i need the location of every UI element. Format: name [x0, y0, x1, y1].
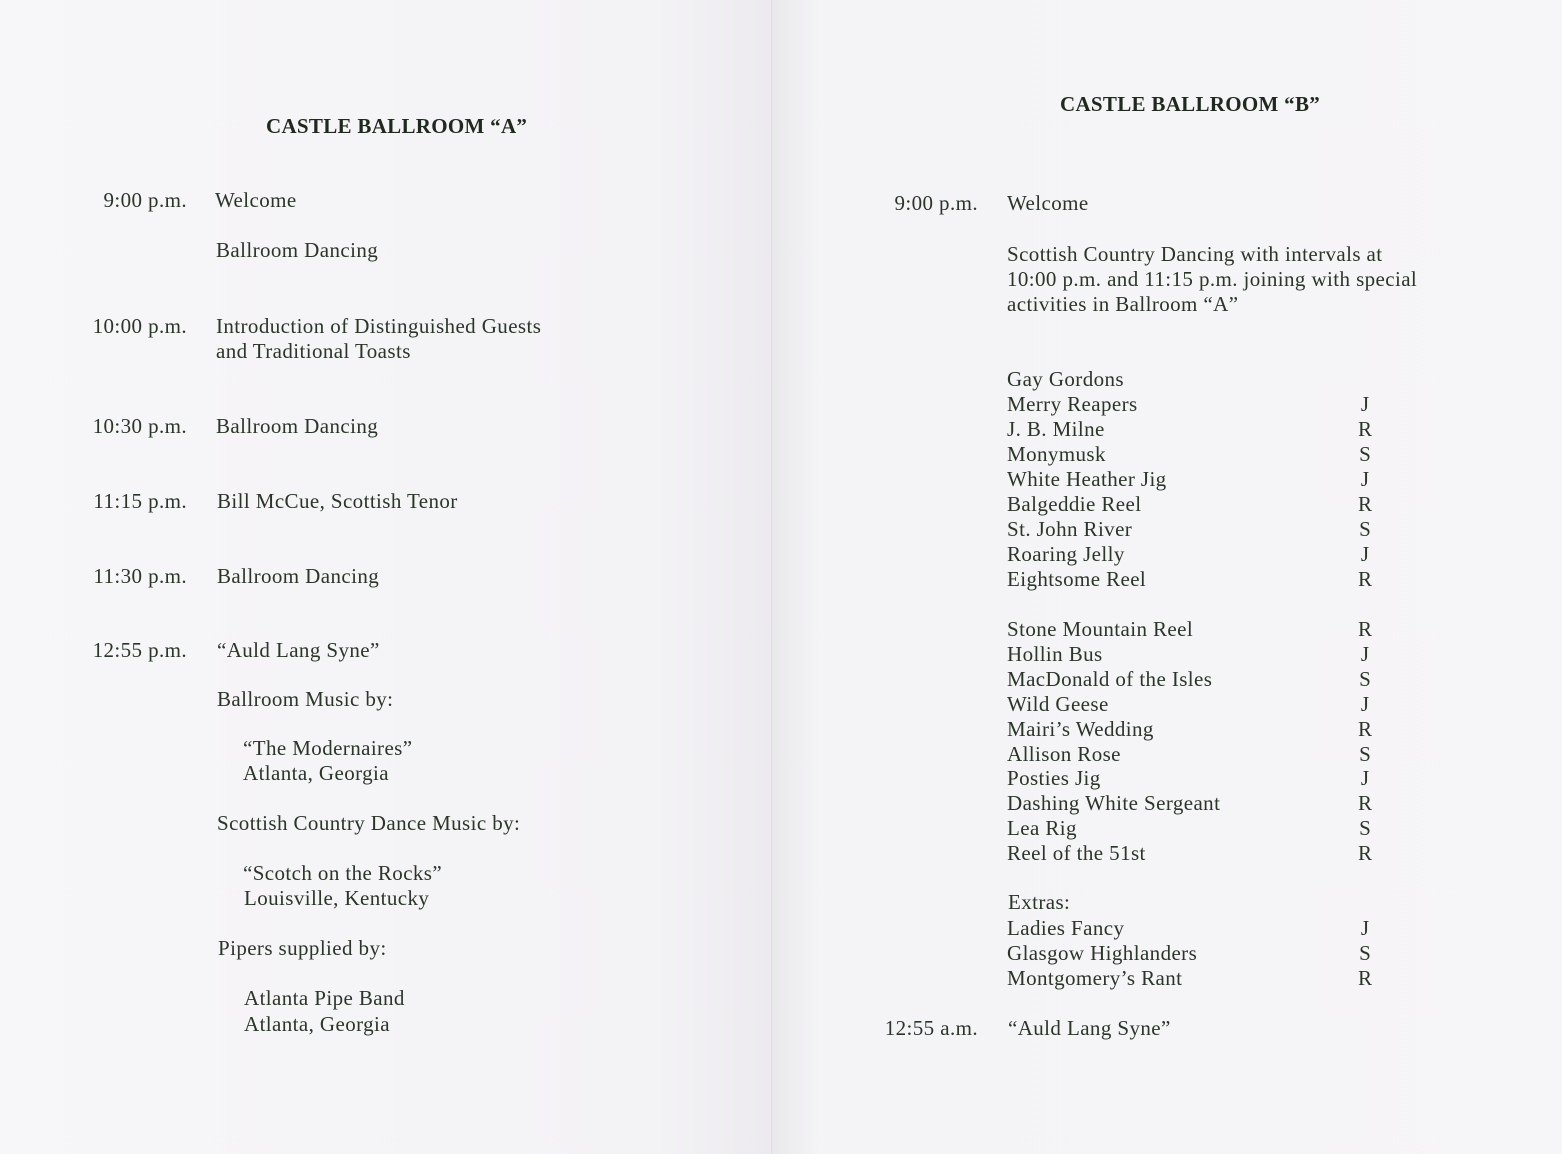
schedule-time: 11:15 p.m. — [93, 489, 187, 513]
dance-type: S — [1359, 816, 1371, 841]
schedule-time: 9:00 p.m. — [894, 191, 978, 215]
dance-name: Wild Geese — [1007, 691, 1109, 716]
dance-name: Stone Mountain Reel — [1007, 617, 1194, 641]
credit-location: Atlanta, Georgia — [244, 1012, 390, 1036]
dance-type: S — [1359, 666, 1371, 691]
intro-line: activities in Ballroom “A” — [1007, 292, 1239, 316]
credit-label: Scottish Country Dance Music by: — [217, 811, 521, 835]
dance-type: R — [1357, 417, 1372, 441]
schedule-event: Ballroom Dancing — [217, 564, 380, 588]
schedule-event: Welcome — [215, 188, 297, 212]
schedule-time: 11:30 p.m. — [93, 564, 187, 588]
extras-label: Extras: — [1008, 890, 1071, 914]
schedule-time: 10:00 p.m. — [92, 314, 187, 338]
credit-band: “Scotch on the Rocks” — [243, 861, 443, 885]
dance-name: Posties Jig — [1007, 766, 1101, 791]
dance-name: Allison Rose — [1007, 741, 1121, 766]
dance-name: Ladies Fancy — [1007, 916, 1125, 940]
schedule-time: 12:55 a.m. — [884, 1016, 978, 1040]
page-title: CASTLE BALLROOM “B” — [1060, 92, 1321, 116]
credit-location: Louisville, Kentucky — [244, 886, 430, 910]
dance-name: Lea Rig — [1007, 816, 1077, 841]
credit-location: Atlanta, Georgia — [243, 761, 389, 785]
dance-type: S — [1359, 517, 1371, 541]
credit-band: “The Modernaires” — [243, 736, 413, 760]
dance-type: R — [1357, 492, 1372, 516]
right-page — [772, 0, 1562, 1154]
dance-name: Gay Gordons — [1007, 367, 1124, 391]
credit-label: Pipers supplied by: — [218, 936, 387, 960]
dance-name: White Heather Jig — [1007, 467, 1167, 491]
schedule-event: Ballroom Dancing — [216, 238, 379, 262]
credit-label: Ballroom Music by: — [217, 687, 394, 711]
dance-name: Monymusk — [1007, 442, 1106, 466]
dance-type: J — [1360, 392, 1370, 416]
dance-type: J — [1360, 916, 1370, 940]
schedule-time: 12:55 p.m. — [92, 638, 187, 662]
dance-name: Montgomery’s Rant — [1007, 966, 1183, 990]
dance-type: S — [1359, 442, 1371, 466]
dance-type: R — [1357, 966, 1372, 990]
dance-name: Hollin Bus — [1007, 641, 1103, 666]
dance-type: R — [1357, 567, 1372, 591]
dance-name: Balgeddie Reel — [1007, 492, 1142, 516]
dance-name: Eightsome Reel — [1007, 567, 1147, 591]
left-page — [0, 0, 772, 1154]
intro-line: Scottish Country Dancing with intervals at — [1007, 242, 1383, 266]
schedule-time: 10:30 p.m. — [92, 414, 187, 438]
dance-type: J — [1360, 641, 1370, 666]
dance-name: Glasgow Highlanders — [1007, 941, 1198, 965]
dance-name: Merry Reapers — [1007, 392, 1138, 416]
dance-type: S — [1359, 741, 1371, 766]
credit-band: Atlanta Pipe Band — [244, 986, 405, 1010]
schedule-event: Introduction of Distinguished Guests — [216, 314, 542, 338]
dance-name: Dashing White Sergeant — [1007, 791, 1221, 816]
dance-name: J. B. Milne — [1007, 417, 1105, 441]
dance-type: R — [1357, 716, 1372, 741]
schedule-event: Bill McCue, Scottish Tenor — [217, 489, 458, 513]
schedule-event: Welcome — [1007, 191, 1089, 215]
intro-line: 10:00 p.m. and 11:15 p.m. joining with special — [1007, 267, 1418, 291]
dance-name: MacDonald of the Isles — [1007, 666, 1213, 691]
dance-name: Mairi’s Wedding — [1007, 716, 1154, 741]
schedule-event: “Auld Lang Syne” — [217, 638, 380, 662]
dance-type: S — [1359, 941, 1371, 965]
page-title: CASTLE BALLROOM “A” — [266, 114, 528, 138]
schedule-event: “Auld Lang Syne” — [1008, 1016, 1171, 1040]
dance-type: J — [1360, 766, 1370, 791]
dance-type: J — [1360, 542, 1370, 566]
schedule-event: Ballroom Dancing — [216, 414, 379, 438]
dance-name: St. John River — [1007, 517, 1133, 541]
dance-type: R — [1357, 617, 1372, 641]
dance-type: R — [1357, 841, 1372, 866]
schedule-event-continued: and Traditional Toasts — [216, 339, 411, 363]
dance-name: Reel of the 51st — [1007, 841, 1146, 866]
dance-type: R — [1357, 791, 1372, 816]
dance-type: J — [1360, 467, 1370, 491]
schedule-time: 9:00 p.m. — [103, 188, 187, 212]
dance-name: Roaring Jelly — [1007, 542, 1125, 566]
dance-type: J — [1360, 691, 1370, 716]
